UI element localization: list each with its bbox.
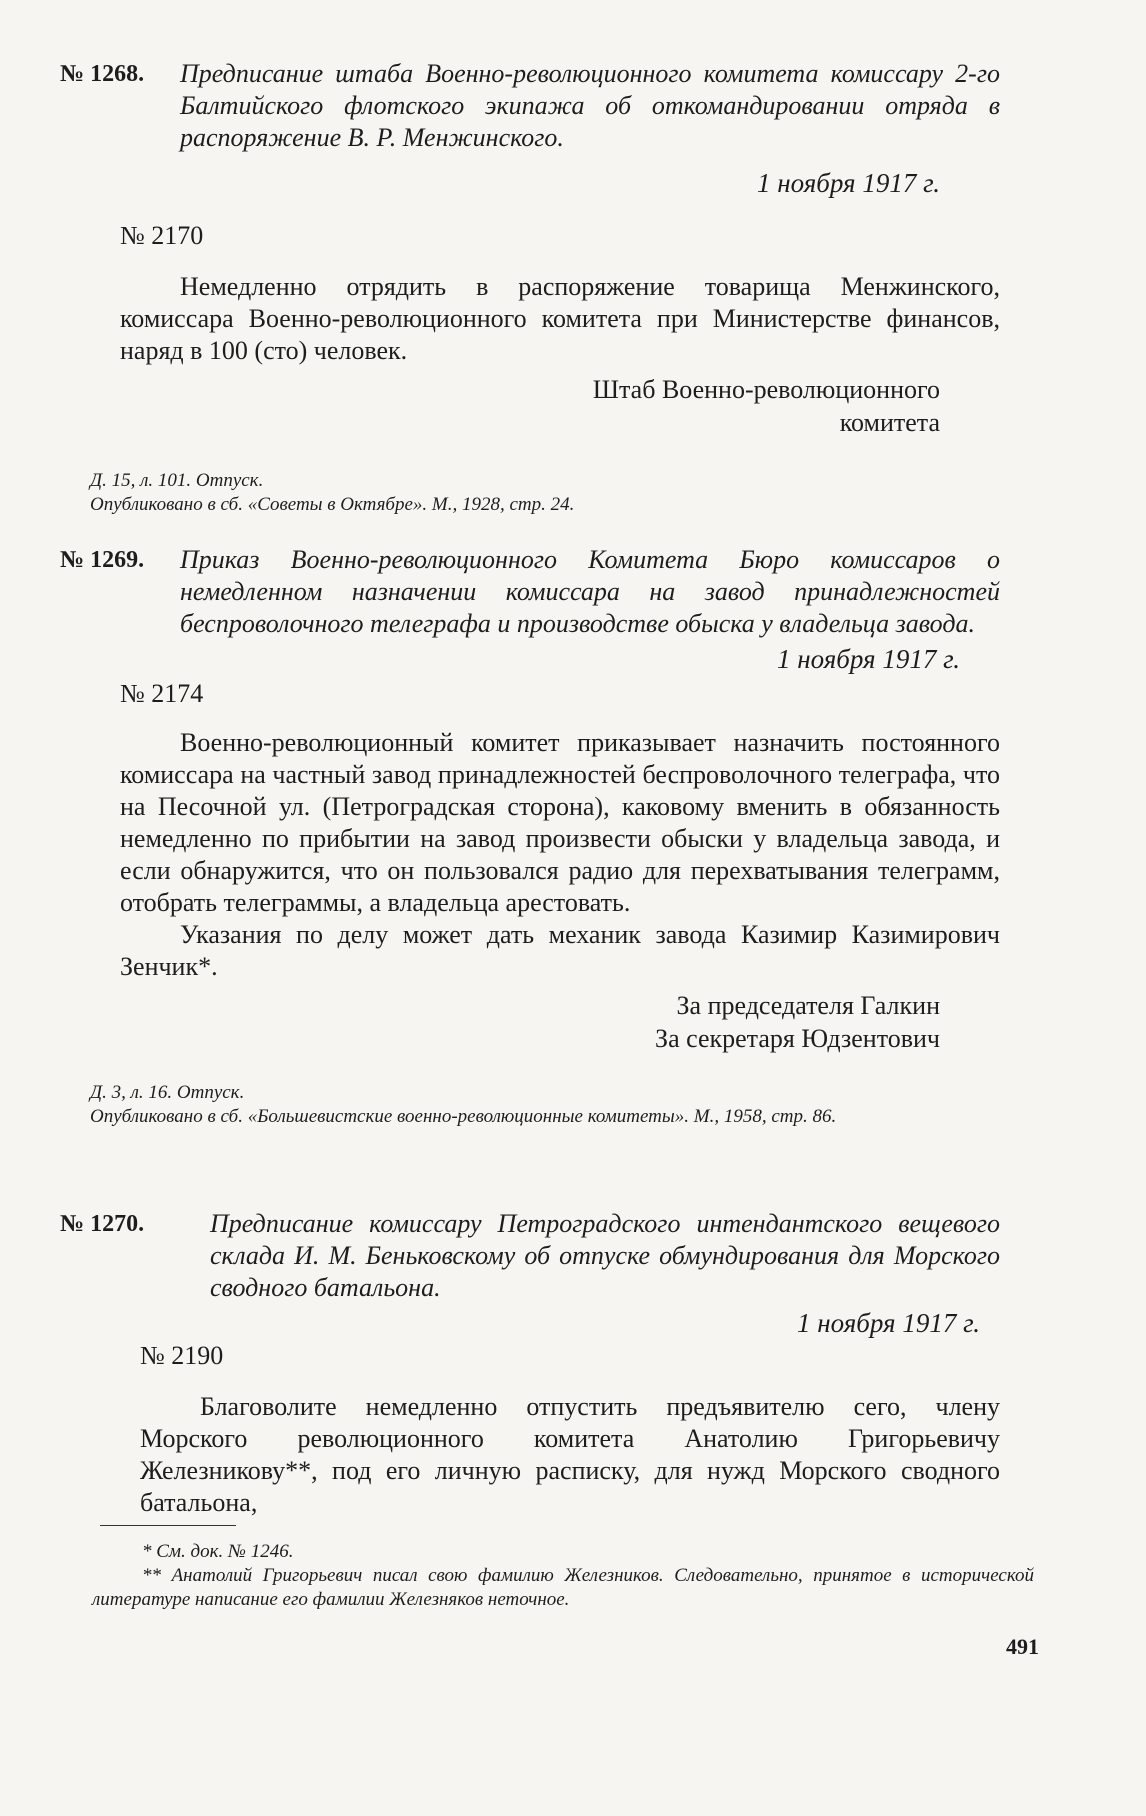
signature <box>60 373 1040 439</box>
body-paragraph: Указания по делу может дать механик завода Казимир Казимирович Зенчик*. <box>120 920 1000 981</box>
document-1269 <box>60 544 1040 1129</box>
document-title: Предписание штаба Военно-революционного комитета комиссару 2-го Балтийского флотского экипажа об откомандировании отряда в распоряжение В. Р. Менжинского. <box>180 59 1000 152</box>
document-date: 1 ноября 1917 г. <box>756 168 940 198</box>
publication-reference: Опубликовано в сб. «Советы в Октябре». М., 1928, стр. 24. <box>90 494 575 515</box>
registration-number: № 2174 <box>120 679 204 708</box>
document-1270 <box>60 1208 1040 1519</box>
archive-reference: Д. 3, л. 16. Отпуск. <box>90 1082 245 1103</box>
signature-line: За секретаря Юдзентович <box>655 1024 940 1053</box>
publication-reference: Опубликовано в сб. «Большевистские военно-революционные комитеты». М., 1958, стр. 86. <box>90 1106 837 1127</box>
footnotes <box>92 1540 1034 1612</box>
footnote: ** Анатолий Григорьевич писал свою фамилию Железников. Следовательно, принятое в исторической литературе написание его фамилии Железняков неточное. <box>92 1565 1034 1610</box>
document-title: Приказ Военно-революционного Комитета Бюро комиссаров о немедленном назначении комиссара на завод принадлежностей беспроволочного телеграфа и производстве обыска у владельца завода. <box>180 545 1000 638</box>
signature-line: За председателя Галкин <box>676 991 940 1020</box>
archive-reference: Д. 15, л. 101. Отпуск. <box>90 470 264 491</box>
document-date: 1 ноября 1917 г. <box>776 644 960 674</box>
signature-line: Штаб Военно-революционного <box>592 375 940 404</box>
footnote-divider <box>100 1525 236 1526</box>
document-number: № 1270. <box>60 1211 145 1237</box>
source-note <box>60 469 1040 517</box>
page-number: 491 <box>1006 1634 1039 1659</box>
registration-number: № 2170 <box>120 221 204 250</box>
signature-line: комитета <box>839 408 940 437</box>
document-title: Предписание комиссару Петроградского интендантского вещевого склада И. М. Беньковскому об отпуске обмундирования для Морского сводного батальона. <box>210 1209 1000 1302</box>
body-paragraph: Благоволите немедленно отпустить предъявителю сего, члену Морского революционного комитета Анатолию Григорьевичу Железникову**, под его личную расписку, для нужд Морского сводного батальона, <box>140 1392 1000 1517</box>
document-date: 1 ноября 1917 г. <box>796 1308 980 1338</box>
registration-number: № 2190 <box>140 1341 224 1370</box>
document-number: № 1269. <box>60 547 145 573</box>
source-note <box>60 1081 1040 1129</box>
document-1268 <box>60 58 1040 517</box>
body-paragraph: Немедленно отрядить в распоряжение товарища Менжинского, комиссара Военно-революционного комитета при Министерстве финансов, наряд в 100 (сто) человек. <box>120 272 1000 365</box>
body-paragraph: Военно-революционный комитет приказывает назначить постоянного комиссара на частный завод принадлежностей беспроволочного телеграфа, что на Песочной ул. (Петроградская сторона), каковому вменить в обязанность немедленно по прибытии на завод произвести обыски у владельца завода, и если обнаружится, что он пользовался радио для перехватывания телеграмм, отобрать телеграммы, а владельца арестовать. <box>120 728 1000 917</box>
signature <box>60 989 1040 1055</box>
document-number: № 1268. <box>60 61 145 87</box>
footnote: * См. док. № 1246. <box>142 1541 294 1562</box>
